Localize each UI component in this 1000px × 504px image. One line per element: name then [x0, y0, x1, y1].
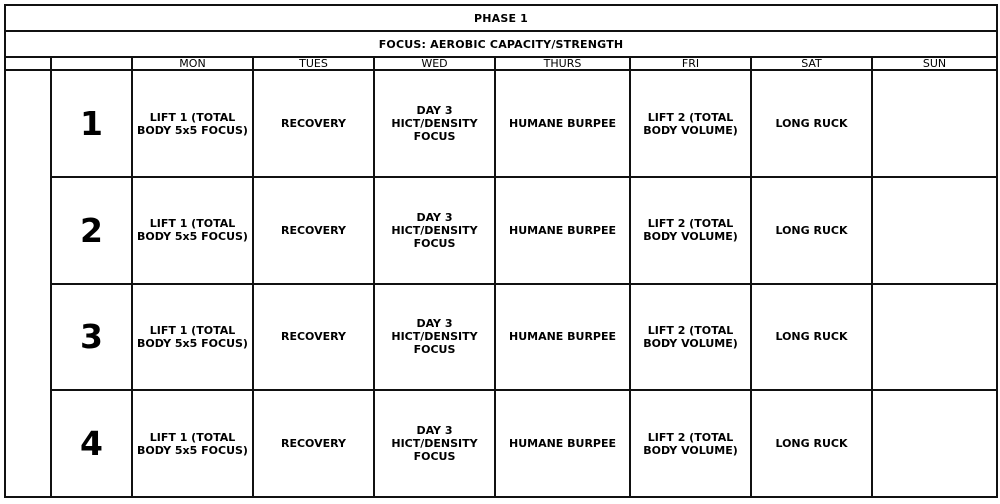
- workout-cell-wed: DAY 3 HICT/DENSITY FOCUS: [374, 284, 495, 391]
- day-header-thurs: THURS: [495, 57, 630, 70]
- workout-cell-sat: LONG RUCK: [751, 70, 872, 177]
- day-header-sun: SUN: [872, 57, 997, 70]
- workout-cell-mon: LIFT 1 (TOTAL BODY 5x5 FOCUS): [132, 70, 253, 177]
- workout-cell-sun: [872, 177, 997, 284]
- workout-cell-fri: LIFT 2 (TOTAL BODY VOLUME): [630, 284, 751, 391]
- workout-cell-mon: LIFT 1 (TOTAL BODY 5x5 FOCUS): [132, 177, 253, 284]
- week-row: [5, 284, 997, 391]
- week-number: 4: [51, 390, 132, 497]
- training-plan-table: [4, 4, 998, 498]
- workout-cell-fri: LIFT 2 (TOTAL BODY VOLUME): [630, 390, 751, 497]
- day-header-tues: TUES: [253, 57, 374, 70]
- day-header-fri: FRI: [630, 57, 751, 70]
- workout-cell-sun: [872, 70, 997, 177]
- day-header-row: [5, 57, 997, 70]
- workout-cell-thurs: HUMANE BURPEE: [495, 390, 630, 497]
- day-header-sat: SAT: [751, 57, 872, 70]
- workout-cell-fri: LIFT 2 (TOTAL BODY VOLUME): [630, 70, 751, 177]
- day-header-mon: MON: [132, 57, 253, 70]
- focus-row: [5, 31, 997, 57]
- workout-cell-mon: LIFT 1 (TOTAL BODY 5x5 FOCUS): [132, 390, 253, 497]
- workout-cell-tues: RECOVERY: [253, 70, 374, 177]
- workout-cell-wed: DAY 3 HICT/DENSITY FOCUS: [374, 70, 495, 177]
- workout-cell-sat: LONG RUCK: [751, 390, 872, 497]
- workout-cell-tues: RECOVERY: [253, 284, 374, 391]
- workout-cell-sat: LONG RUCK: [751, 177, 872, 284]
- phase-title: PHASE 1: [5, 5, 997, 31]
- workout-cell-tues: RECOVERY: [253, 390, 374, 497]
- training-week-label-cell: [5, 70, 51, 497]
- blank-header-cell: [51, 57, 132, 70]
- week-number: 2: [51, 177, 132, 284]
- workout-cell-fri: LIFT 2 (TOTAL BODY VOLUME): [630, 177, 751, 284]
- week-row: [5, 177, 997, 284]
- week-number: 3: [51, 284, 132, 391]
- week-number: 1: [51, 70, 132, 177]
- week-row: [5, 70, 997, 177]
- workout-cell-tues: RECOVERY: [253, 177, 374, 284]
- phase-row: [5, 5, 997, 31]
- workout-cell-thurs: HUMANE BURPEE: [495, 284, 630, 391]
- workout-cell-thurs: HUMANE BURPEE: [495, 177, 630, 284]
- workout-cell-wed: DAY 3 HICT/DENSITY FOCUS: [374, 390, 495, 497]
- workout-cell-thurs: HUMANE BURPEE: [495, 70, 630, 177]
- day-header-wed: WED: [374, 57, 495, 70]
- workout-cell-wed: DAY 3 HICT/DENSITY FOCUS: [374, 177, 495, 284]
- workout-cell-mon: LIFT 1 (TOTAL BODY 5x5 FOCUS): [132, 284, 253, 391]
- workout-cell-sun: [872, 390, 997, 497]
- workout-cell-sun: [872, 284, 997, 391]
- blank-header-cell: [5, 57, 51, 70]
- focus-title: FOCUS: AEROBIC CAPACITY/STRENGTH: [5, 31, 997, 57]
- workout-cell-sat: LONG RUCK: [751, 284, 872, 391]
- week-row: [5, 390, 997, 497]
